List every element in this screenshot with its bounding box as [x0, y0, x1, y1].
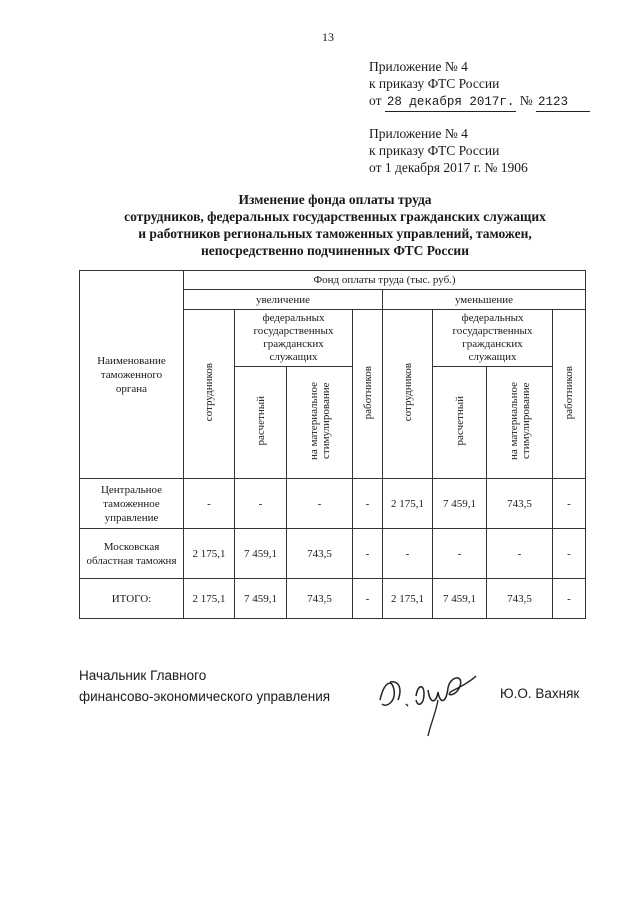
cell: -: [184, 479, 235, 529]
header-employees-decrease: сотрудников: [383, 310, 433, 479]
row-name: Московская областная таможня: [80, 529, 184, 579]
table-row: [80, 579, 586, 619]
cell: -: [235, 479, 287, 529]
signer-name: Ю.О. Вахняк: [500, 686, 580, 701]
position-line1: Начальник Главного: [79, 668, 207, 683]
cell: -: [553, 479, 586, 529]
header-civil-decrease: федеральных государственных гражданских служащих: [433, 310, 553, 367]
header-name: Наименование таможенного органа: [80, 271, 184, 479]
header-calc-decrease: расчетный: [433, 367, 487, 479]
header-workers-increase: работников: [353, 310, 383, 479]
cell: 7 459,1: [235, 529, 287, 579]
document-title: [90, 191, 580, 259]
cell: -: [433, 529, 487, 579]
row-name-total: ИТОГО:: [80, 579, 184, 619]
page-number: 13: [322, 30, 334, 44]
cell: 743,5: [287, 579, 353, 619]
appendix-new-block: [369, 58, 590, 112]
header-workers-decrease: работников: [553, 310, 586, 479]
cell: -: [553, 529, 586, 579]
appendix-old-block: [369, 125, 528, 176]
position-line2: финансово-экономического управления: [79, 689, 331, 704]
signer-position: [79, 665, 330, 707]
title-line3: и работников региональных таможенных управлений, таможен,: [138, 226, 532, 241]
cell: 7 459,1: [433, 579, 487, 619]
header-stim-increase: на материальное стимулирование: [287, 367, 353, 479]
appendix-new-prefix: от: [369, 93, 382, 108]
appendix-old-line2: к приказу ФТС России: [369, 143, 500, 158]
cell: 2 175,1: [184, 529, 235, 579]
row-name: Центральное таможенное управление: [80, 479, 184, 529]
header-increase: увеличение: [184, 290, 383, 310]
cell: -: [487, 529, 553, 579]
appendix-new-number: 2123: [536, 94, 590, 112]
appendix-new-line1: Приложение № 4: [369, 59, 468, 74]
cell: 2 175,1: [184, 579, 235, 619]
table-row: [80, 479, 586, 529]
payroll-table: [79, 270, 586, 619]
appendix-old-line1: Приложение № 4: [369, 126, 468, 141]
cell: -: [287, 479, 353, 529]
cell: -: [553, 579, 586, 619]
header-fund: Фонд оплаты труда (тыс. руб.): [184, 271, 586, 290]
cell: 2 175,1: [383, 579, 433, 619]
cell: -: [353, 529, 383, 579]
header-stim-decrease: на материальное стимулирование: [487, 367, 553, 479]
header-employees-increase: сотрудников: [184, 310, 235, 479]
cell: -: [353, 479, 383, 529]
header-civil-increase: федеральных государственных гражданских служащих: [235, 310, 353, 367]
header-calc-increase: расчетный: [235, 367, 287, 479]
appendix-old-line3: от 1 декабря 2017 г. № 1906: [369, 160, 528, 175]
cell: 7 459,1: [235, 579, 287, 619]
cell: 7 459,1: [433, 479, 487, 529]
appendix-new-number-prefix: №: [519, 93, 533, 108]
cell: 743,5: [487, 579, 553, 619]
cell: 743,5: [487, 479, 553, 529]
appendix-new-line3: [369, 92, 590, 112]
title-line1: Изменение фонда оплаты труда: [238, 192, 432, 207]
cell: 743,5: [287, 529, 353, 579]
header-decrease: уменьшение: [383, 290, 586, 310]
cell: -: [353, 579, 383, 619]
title-line4: непосредственно подчиненных ФТС России: [201, 243, 469, 258]
cell: 2 175,1: [383, 479, 433, 529]
appendix-new-line2: к приказу ФТС России: [369, 76, 500, 91]
cell: -: [383, 529, 433, 579]
title-line2: сотрудников, федеральных государственных гражданских служащих: [124, 209, 546, 224]
appendix-new-date: 28 декабря 2017г.: [385, 94, 517, 112]
handwritten-signature: [372, 660, 482, 740]
table-row: [80, 529, 586, 579]
